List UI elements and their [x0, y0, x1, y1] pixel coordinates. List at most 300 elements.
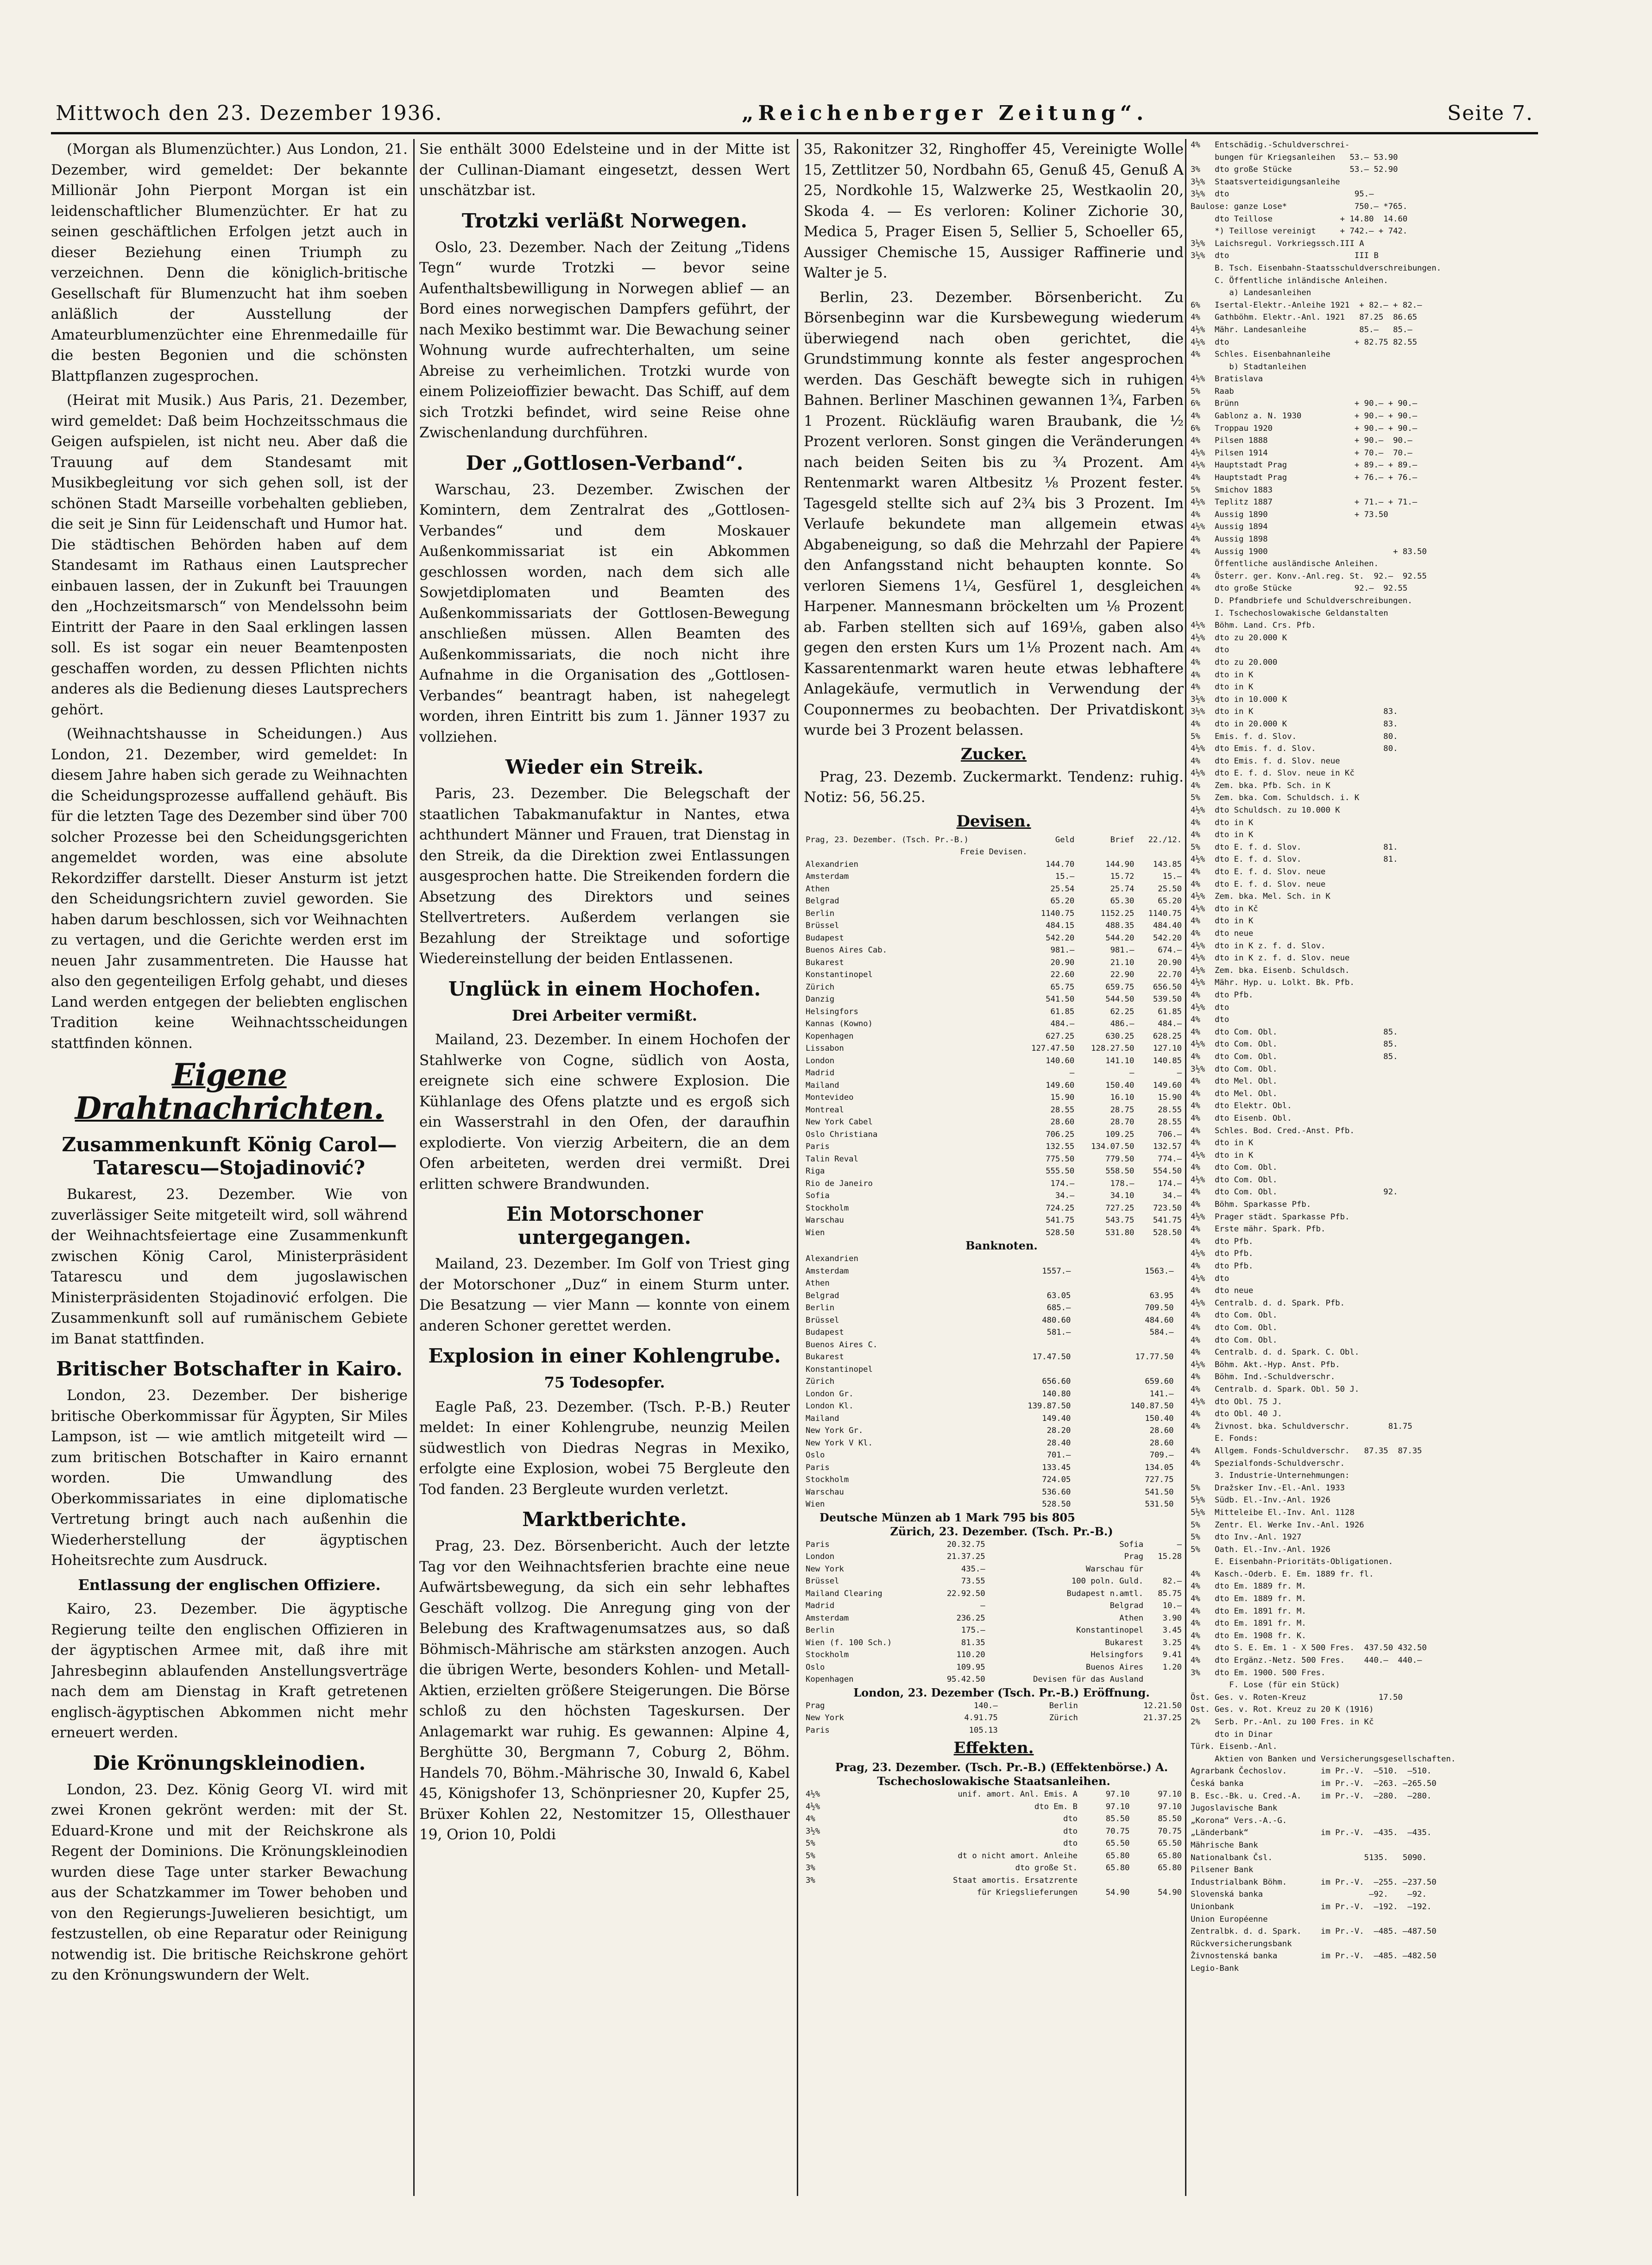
kurszettel-line: 4% dto S. E. Em. 1 - X 500 Fres. 437.50 432.50: [1191, 1643, 1427, 1653]
zuerich-cell: Prag: [1124, 1552, 1144, 1561]
banknoten-row: [804, 1314, 1184, 1327]
article-offiziere: Kairo, 23. Dezember. Die ägyptische Regierung teilte den englischen Offizieren in der ägyptischen Armee mit, daß ihre mit Jahresbeginn ablaufenden Anstellungsverträge nach dem am Dienstag in Kraft getretenen englisch-ägyptischen Abkommen nicht mehr erneuert werden.: [51, 1601, 408, 1741]
zuerich-cell: New York: [806, 1564, 844, 1574]
kurszettel-line: Mährische Bank: [1191, 1840, 1408, 1850]
devisen-cell: 34.—: [1055, 1191, 1075, 1200]
effekten-cell: 5%: [806, 1851, 815, 1861]
devisen-cell: 15.72: [1110, 872, 1135, 881]
kurszettel-line: 3½% dto in K 83.: [1191, 707, 1398, 717]
zuerich-row: [804, 1661, 1184, 1674]
devisen-row: [804, 957, 1184, 969]
kurszettel-line: 2% Serb. Pr.-Anl. zu 100 Fres. in Kč: [1191, 1717, 1408, 1727]
banknoten-row: [804, 1437, 1184, 1450]
kurszettel-line: Jugoslavische Bank: [1191, 1804, 1403, 1813]
london-head: London, 23. Dezember (Tsch. Pr.-B.) Eröffnung.: [853, 1685, 1150, 1699]
kurszettel-line: 5% Zentr. El. Werke Inv.-Anl. 1926: [1191, 1520, 1408, 1530]
column-3: [804, 139, 1184, 2205]
banknoten-table: [804, 1253, 1184, 1511]
banknoten-cell: Alexandrien: [806, 1254, 858, 1263]
devisen-cell: Budapest: [806, 933, 844, 943]
banknoten-cell: 480.60: [1042, 1315, 1071, 1325]
kurszettel-line: 4% dto Mel. Obl.: [1191, 1089, 1398, 1098]
devisen-row: [804, 1165, 1184, 1178]
devisen-cell: 20.90: [1050, 958, 1075, 967]
banknoten-cell: [1175, 1339, 1184, 1351]
kurszettel-line: 4% dto Com. Obl. 85.: [1191, 1052, 1398, 1061]
kurszettel-line: 4% dto neue: [1191, 929, 1398, 938]
devisen-cell: Paris: [806, 1142, 830, 1151]
zuerich-row: [804, 1588, 1184, 1600]
zuerich-cell: 10.—: [1162, 1601, 1182, 1610]
devisen-cell: Brüssel: [806, 921, 839, 930]
headline-devisen: Devisen.: [956, 812, 1031, 831]
devisen-cell: 724.25: [1046, 1203, 1075, 1213]
kurszettel-line: 5% Smichov 1883: [1191, 485, 1398, 495]
effekten-cell: dto: [1063, 1839, 1078, 1848]
kurszettel-line: 4% dto in K: [1191, 818, 1398, 827]
kurszettel-line: 4½% Böhm. Land. Crs. Pfb.: [1191, 621, 1403, 631]
kurszettel-line: 3% dto große Stücke 53.— 52.90: [1191, 165, 1398, 175]
kurszettel-line: 4% Entschädig.-Schuldverschrei-: [1191, 140, 1379, 150]
kurszettel-line: 4% dto Emis. f. d. Slov. neue: [1191, 756, 1403, 766]
banknoten-cell: 536.60: [1042, 1487, 1071, 1497]
devisen-cell: 656.50: [1153, 982, 1182, 992]
devisen-row: [804, 1129, 1184, 1141]
kurszettel-line: 4½% Prager städt. Sparkasse Pfb.: [1191, 1212, 1403, 1222]
devisen-cell: 132.57: [1153, 1142, 1182, 1151]
devisen-cell: Rio de Janeiro: [806, 1179, 873, 1188]
banknoten-cell: 531.50: [1145, 1500, 1174, 1509]
devisen-cell: 16.10: [1110, 1093, 1135, 1102]
zuerich-row: [804, 1649, 1184, 1661]
devisen-cell: 723.50: [1153, 1203, 1182, 1213]
banknoten-cell: [1175, 1363, 1184, 1376]
devisen-row: [804, 920, 1184, 932]
kurszettel-line: 4% dto in K: [1191, 682, 1398, 692]
kurszettel-line: 4% Böhm. Ind.-Schuldverschr.: [1191, 1372, 1403, 1382]
article-morgan: (Morgan als Blumenzüchter.) Aus London, 21. Dezember, wird gemeldet: Der bekannte Millionär John Pierpont Morgan ist ein leidenschaftlicher Blumenzüchter. Er hat zu seinen geschäftlichen Erfolgen jetzt auch in dieser Beziehung einen Triumph zu verzeichnen. Denn die königlich-britische Gesellschaft für Blumenzucht hat ihm soeben anläßlich der Ausstellung der Amateurblumenzüchter eine Ehrenmedaille für die besten Begonien und die schönsten Blattpflanzen zugesprochen.: [51, 141, 408, 385]
article-gottlosen-verband: Warschau, 23. Dezember. Zwischen der Komintern, dem Zentralrat des „Gottlosen-Verbandes“ und dem Moskauer Außenkommissariat ist ein Abkommen geschlossen worden, nach dem sich alle Sowjetdiplomaten und Beamten des Außenkommissariats der Gottlosen-Bewegung anschließen müssen. Allen Beamten des Außenkommissariats, die noch nicht ihre Aufnahme in die Organisation des „Gottlosen-Verbandes“ beantragt haben, ist nahegelegt worden, ihren Eintritt bis zum 1. Jänner 1937 zu vollziehen.: [419, 481, 790, 745]
devisen-row: [804, 895, 1184, 908]
article-boersenbericht-berlin: Berlin, 23. Dezember. Börsenbericht. Zu Börsenbeginn war die Kursbewegung wiederum überwiegend nach oben gerichtet, die Grundstimmung konnte als fester angesprochen werden. Das Geschäft bewegte sich in ruhigen Bahnen. Berliner Maschinen gewannen 1¾, Farben 1 Prozent. Rückläufig waren Braubank, die ½ Prozent verloren. Sonst gingen die Veränderungen nach beiden Seiten bis zu ¾ Prozent. Am Rentenmarkt waren Altbesitz ⅛ Prozent fester. Tagesgeld stellte sich auf 2¾ bis 3 Prozent. Im Verlaufe bekundete man allgemein etwas Abgabeneigung, so daß die Mehrzahl der Papiere den Anfangsstand nicht behaupten konnte. So verloren Siemens 1¼, Gesfürel 1, desgleichen Harpener. Mannesmann bröckelten um ⅛ Prozent ab. Farben stellten sich auf 169⅛, gaben also gegen den ersten Kurs um 1⅛ Prozent nach. Am Kassarentenmarkt waren heute etwas lebhaftere Anlagekäufe, vermutlich in Verwendung der Couponnermes zu beobachten. Der Privatdiskont wurde bei 3 Prozent belassen.: [804, 289, 1184, 738]
devisen-cell: 554.50: [1153, 1167, 1182, 1176]
devisen-table: [804, 834, 1184, 1239]
devisen-cell: 22.60: [1050, 970, 1075, 979]
london-row: [804, 1724, 1184, 1737]
banknoten-cell: Belgrad: [806, 1291, 839, 1300]
zuerich-cell: 85.75: [1158, 1589, 1182, 1598]
banknoten-cell: [1072, 1339, 1175, 1351]
effekten-cell: 65.80: [1105, 1863, 1130, 1873]
devisen-cell: Montevideo: [806, 1093, 854, 1102]
devisen-cell: 15.90: [1050, 1093, 1075, 1102]
devisen-cell: Montreal: [806, 1105, 844, 1115]
london-row: [804, 1700, 1184, 1712]
kurszettel-line: 4½% Teplitz 1887 + 71.— + 71.—: [1191, 498, 1417, 507]
banknoten-cell: 28.20: [1047, 1426, 1071, 1435]
muenzen-line: Deutsche Münzen ab 1 Mark 795 bis 805: [820, 1510, 1075, 1524]
kurszettel-line: E. Eisenbahn-Prioritäts-Obligationen.: [1191, 1557, 1393, 1567]
banknoten-cell: [1175, 1425, 1184, 1437]
effekten-cell: 97.10: [1105, 1802, 1130, 1811]
kurszettel-line: 6% Isertal-Elektr.-Anleihe 1921 + 82.— + 82.—: [1191, 300, 1422, 310]
zuerich-cell: Amsterdam: [806, 1613, 849, 1623]
effekten-cell: Staat amortis. Ersatzrente: [952, 1875, 1078, 1885]
banknoten-cell: 709.50: [1145, 1303, 1174, 1312]
kurszettel-line: 3½% Laichsregul. Vorkriegssch.III A: [1191, 239, 1384, 248]
devisen-cell: 61.85: [1050, 1007, 1075, 1016]
effekten-cell: 70.75: [1105, 1826, 1130, 1836]
banknoten-cell: 63.95: [1149, 1291, 1174, 1300]
kurszettel-line: dto Teillose + 14.80 14.60: [1191, 214, 1408, 224]
column-divider: [1185, 139, 1186, 2196]
banknoten-cell: [970, 1339, 1072, 1351]
kurszettel-line: 3½% dto III B: [1191, 251, 1384, 261]
devisen-cell: London: [806, 1056, 835, 1066]
devisen-cell: Kopenhagen: [806, 1031, 854, 1041]
kurszettel-line: Slovenská banka —92. —92.: [1191, 1890, 1427, 1899]
devisen-head-geld: Geld: [1055, 835, 1075, 845]
banknoten-cell: 140.80: [1042, 1389, 1071, 1399]
effekten-cell: 85.50: [1158, 1814, 1182, 1823]
devisen-row: [804, 858, 1184, 871]
devisen-cell: 541.50: [1046, 995, 1075, 1004]
kurszettel-line: Zentralbk. d. d. Spark. im Pr.-V. —485. —487.50: [1191, 1927, 1437, 1937]
banknoten-cell: [1175, 1265, 1184, 1278]
column-2: [419, 139, 790, 2205]
kurszettel-line: 3½% dto in 10.000 K: [1191, 694, 1403, 704]
zuerich-cell: Warschau für: [1085, 1564, 1144, 1574]
devisen-row: [804, 1202, 1184, 1215]
kurszettel-line: 4½% Hauptstadt Prag + 89.— + 89.—: [1191, 461, 1417, 470]
kurszettel-line: 4% dto Em. 1891 fr. M.: [1191, 1606, 1408, 1616]
devisen-cell: Mailand: [806, 1080, 839, 1090]
kurszettel-line: 5½% Mitteleibe El.-Inv. Anl. 1128: [1191, 1508, 1408, 1517]
kurszettel-line: 4½% dto Obl. 75 J.: [1191, 1397, 1403, 1407]
kurszettel-line: 3½% dto Com. Obl.: [1191, 1064, 1398, 1074]
banknoten-cell: 28.60: [1149, 1438, 1174, 1448]
kurszettel-line: Union Européenne: [1191, 1914, 1403, 1924]
kurszettel-line: 4½% Mähr. Landesanleihe 85.— 85.—: [1191, 325, 1412, 334]
banknoten-cell: Warschau: [806, 1487, 844, 1497]
zuerich-cell: Madrid: [806, 1601, 835, 1610]
devisen-cell: 779.50: [1105, 1154, 1135, 1164]
effekten-cell: 54.90: [1105, 1888, 1130, 1897]
effekten-row: [804, 1850, 1184, 1862]
devisen-cell: 528.50: [1153, 1228, 1182, 1237]
kurszettel-line: 4% dto in 20.000 K 83.: [1191, 719, 1398, 729]
devisen-cell: 25.54: [1050, 884, 1075, 894]
devisen-cell: 542.20: [1046, 933, 1075, 943]
devisen-cell: 22.70: [1158, 970, 1182, 979]
kurszettel-line: 5% dto E. f. d. Slov. 81.: [1191, 842, 1398, 852]
effekten-row: [804, 1813, 1184, 1825]
kurszettel-line: 4% Aussig 1898: [1191, 535, 1398, 544]
banknoten-cell: [1175, 1351, 1184, 1363]
zuerich-cell: —: [980, 1601, 985, 1610]
article-boersenbericht-continued: 35, Rakonitzer 32, Ringhoffer 45, Vereinigte Wolle 15, Zettlitzer 50, Nordbahn 65, Genuß 45, Genuß A 25, Nordkohle 15, Walzwerke 25, Westkaolin 20, Skoda 4. — Es verloren: Koliner Zichorie 30, Medica 5, Prager Eisen 5, Sellier 5, Schoeller 65, Aussiger Chemische 15, Aussiger Raffinerie und Walter je 5.: [804, 141, 1184, 281]
devisen-cell: 541.75: [1153, 1216, 1182, 1225]
devisen-cell: 659.75: [1105, 982, 1135, 992]
banknoten-cell: Konstantinopel: [806, 1364, 873, 1374]
banknoten-cell: [1072, 1277, 1175, 1290]
devisen-cell: 531.80: [1105, 1228, 1135, 1237]
devisen-cell: Stockholm: [806, 1203, 849, 1213]
kurszettel-line: Rückversicherungsbank: [1191, 1939, 1408, 1949]
devisen-cell: —: [1069, 1068, 1075, 1078]
kurszettel-line: 4% dto Com. Obl.: [1191, 1323, 1398, 1332]
devisen-row: [804, 981, 1184, 994]
article-kroenung-continued: Sie enthält 3000 Edelsteine und in der Mitte ist der Cullinan-Diamant eingesetzt, dessen Wert unschätzbar ist.: [419, 141, 790, 199]
zuerich-cell: 82.—: [1162, 1577, 1182, 1586]
zuerich-cell: Mailand Clearing: [806, 1589, 883, 1598]
kurszettel-line: 4% Allgem. Fonds-Schuldverschr. 87.35 87.35: [1191, 1446, 1422, 1456]
effekten-cell: für Kriegslieferungen: [977, 1888, 1078, 1897]
banknoten-cell: [1175, 1290, 1184, 1302]
kurszettel-line: 4½% Bratislava: [1191, 374, 1388, 384]
banknoten-row: [804, 1474, 1184, 1486]
kurszettel-line: 4½% dto + 82.75 82.55: [1191, 337, 1417, 347]
article-boersenbericht-prag: Prag, 23. Dez. Börsenbericht. Auch der letzte Tag vor den Weihnachtsferien brachte eine neue Aufwärtsbewegung, da sich ein sehr lebhaftes Geschäft vollzog. Die Anregung ging von der Belebung des Kraftwagenumsatzes aus, so daß Böhmisch-Mährische am stärksten anzogen. Auch die übrigen Werte, besonders Kohlen- und Metall-Aktien, erzielten größere Steigerungen. Die Börse schloß zu den höchsten Tageskursen. Der Anlagemarkt war ruhig. Es gewannen: Alpine 4, Berghütte 30, Bergmann 7, Coburg 2, Böhm. Handels 70, Böhm.-Mährische 30, Inwald 6, Kabel 45, Königshofer 13, Schönpriesner 20, Kupfer 25, Brüxer Kohlen 22, Nestomitzer 15, Ollesthauer 19, Orion 10, Poldi: [419, 1538, 790, 1843]
article-heirat-mit-musik: (Heirat mit Musik.) Aus Paris, 21. Dezember, wird gemeldet: Daß beim Hochzeitsschmaus die Geigen aufspielen, ist nicht neu. Aber daß die Trauung auf dem Standesamt mit Musikbegleitung vor sich gehen soll, ist der schönen Stadt Marseille vorbehalten geblieben, die seit je Sinn für Leidenschaft und Humor hat. Die städtischen Behörden haben auf dem Standesamt im Rathaus einen Lautsprecher einbauen lassen, der in Zukunft bei Trauungen den „Hochzeitsmarsch“ von Mendelssohn beim Eintritt der Paare in den Saal erklingen lassen soll. Es ist sogar ein neuer Beamtenposten geschaffen worden, zu dessen Pflichten nichts anderes als die Bedienung dieses Lautsprechers gehört.: [51, 392, 408, 718]
london-cell: 21.37.25: [1143, 1713, 1182, 1722]
banknoten-cell: Paris: [806, 1463, 830, 1472]
banknoten-cell: 581.—: [1047, 1328, 1071, 1337]
zuerich-row: [804, 1575, 1184, 1588]
banknoten-cell: [1175, 1314, 1184, 1327]
kurszettel-line: Aktien von Banken und Versicherungsgesellschaften.: [1191, 1754, 1456, 1764]
devisen-row: [804, 871, 1184, 883]
kurszettel-line: 4% Hauptstadt Prag + 76.— + 76.—: [1191, 473, 1417, 483]
banknoten-cell: 659.60: [1145, 1377, 1174, 1386]
devisen-cell: 149.60: [1046, 1080, 1075, 1090]
kurszettel-line: 4% Centralb. d. d. Spark. C. Obl.: [1191, 1348, 1403, 1357]
article-motorschoner: Mailand, 23. Dezember. Im Golf von Triest ging der Motorschoner „Duz“ in einem Sturm unter. Die Besatzung — vier Mann — konnte von einem anderen Schoner gerettet werden.: [419, 1256, 790, 1334]
kurszettel-line: 4% dto Com. Obl.: [1191, 1311, 1398, 1320]
kurszettel-line: a) Landesanleihen: [1191, 288, 1312, 298]
zuerich-cell: London: [806, 1552, 835, 1561]
banknoten-cell: New York V Kl.: [806, 1438, 873, 1448]
kurszettel-line: Nationalbank Čsl. 5135. 5090.: [1191, 1853, 1427, 1862]
kurszettel-line: Legio-Bank: [1191, 1963, 1408, 1973]
devisen-cell: 144.90: [1105, 859, 1135, 869]
banknoten-cell: 685.—: [1047, 1303, 1071, 1312]
header-rule: [51, 132, 1538, 134]
devisen-row: [804, 1227, 1184, 1239]
london-cell: [1080, 1724, 1184, 1737]
banknoten-cell: [1175, 1462, 1184, 1474]
article-botschafter-kairo: London, 23. Dezember. Der bisherige britische Oberkommissar für Ägypten, Sir Miles Lampson, ist — wie amtlich mitgeteilt wird — zum britischen Botschafter in Kairo ernannt worden. Die Umwandlung des Oberkommissariates in eine diplomatische Vertretung bringt auch nach außenhin die Wiederherstellung der ägyptischen Hoheitsrechte zum Ausdruck.: [51, 1387, 408, 1569]
devisen-cell: 178.—: [1110, 1179, 1135, 1188]
zuerich-cell: Buenos Aires: [1085, 1662, 1144, 1672]
devisen-cell: 150.40: [1105, 1080, 1135, 1090]
banknoten-cell: [1175, 1437, 1184, 1450]
kurszettel-line: 4% Pilsen 1888 + 90.— 90.—: [1191, 436, 1412, 446]
kurszettel-line: 4% Centralb. d. Spark. Obl. 50 J.: [1191, 1384, 1403, 1394]
devisen-row: [804, 883, 1184, 896]
devisen-cell: 65.20: [1050, 896, 1075, 906]
kurszettel-line: 4% Aussig 1900 + 83.50: [1191, 547, 1427, 556]
kurszettel-line: 4% dto Em. 1889 fr. M.: [1191, 1582, 1408, 1591]
headline-botschafter-kairo: Britischer Botschafter in Kairo.: [56, 1357, 403, 1380]
banknoten-cell: Brüssel: [806, 1315, 839, 1325]
devisen-cell: Warschau: [806, 1216, 844, 1225]
kurszettel-line: 4½% Centralb. d. d. Spark. Pfb.: [1191, 1298, 1403, 1308]
banknoten-cell: 139.87.50: [1028, 1401, 1071, 1411]
devisen-cell: 25.50: [1158, 884, 1182, 894]
zuerich-row: [804, 1539, 1184, 1551]
banknoten-row: [804, 1265, 1184, 1278]
banknoten-row: [804, 1375, 1184, 1388]
kurszettel-line: 4% dto in K: [1191, 1138, 1398, 1148]
devisen-cell: 775.50: [1046, 1154, 1075, 1164]
zuerich-cell: 9.41: [1162, 1650, 1182, 1659]
zuerich-cell: Helsingfors: [1091, 1650, 1144, 1659]
devisen-cell: 484.15: [1046, 921, 1075, 930]
kurszettel-line: 5½% Südb. El.-Inv.-Anl. 1926: [1191, 1495, 1403, 1505]
header-page-number: Seite 7.: [1447, 101, 1533, 125]
kurszettel-line: 4% Kasch.-Oderb. E. Em. 1889 fr. fl.: [1191, 1569, 1408, 1579]
devisen-cell: Belgrad: [806, 896, 839, 906]
header-date: Mittwoch den 23. Dezember 1936.: [56, 101, 443, 125]
banknoten-cell: 17.77.50: [1135, 1352, 1174, 1362]
devisen-cell: 774.—: [1158, 1154, 1182, 1164]
devisen-row: [804, 969, 1184, 981]
effekten-cell: 54.90: [1158, 1888, 1182, 1897]
banknoten-cell: Athen: [806, 1279, 830, 1288]
banknoten-row: [804, 1462, 1184, 1474]
effekten-cell: [1079, 1874, 1131, 1887]
kurszettel-line: 4% Österr. ger. Konv.-Anl.reg. St. 92.— 92.55: [1191, 571, 1427, 581]
banknoten-cell: [1175, 1375, 1184, 1388]
effekten-cell: dto: [1063, 1826, 1078, 1836]
effekten-row: [804, 1825, 1184, 1838]
kurszettel-line: 4% Böhm. Sparkasse Pfb.: [1191, 1200, 1403, 1210]
kurszettel-line: Česká banka im Pr.-V. —263. —265.50: [1191, 1779, 1437, 1788]
devisen-cell: 128.27.50: [1091, 1044, 1135, 1053]
banknoten-cell: 133.45: [1042, 1463, 1071, 1472]
effekten-cell: 4½%: [806, 1802, 820, 1811]
banknoten-cell: 724.05: [1042, 1475, 1071, 1484]
kurszettel-line: 4% dto Elektr. Obl.: [1191, 1101, 1398, 1111]
effekten-cell: 4½%: [806, 1790, 820, 1799]
devisen-head-brief: Brief: [1110, 835, 1135, 845]
devisen-cell: 484.—: [1050, 1019, 1075, 1028]
banknoten-row: [804, 1388, 1184, 1401]
effekten-cell: 5%: [806, 1839, 815, 1848]
london-cell: 140.—: [974, 1701, 998, 1710]
devisen-cell: 1140.75: [1040, 909, 1075, 918]
devisen-row: [804, 1178, 1184, 1190]
devisen-cell: 630.25: [1105, 1031, 1135, 1041]
devisen-cell: 61.85: [1158, 1007, 1182, 1016]
banknoten-row: [804, 1400, 1184, 1413]
effekten-cell: 3½%: [806, 1826, 820, 1836]
devisen-row: [804, 1042, 1184, 1055]
zuerich-cell: 81.35: [961, 1638, 985, 1647]
effekten-cell: 65.50: [1105, 1839, 1130, 1848]
devisen-cell: Sofia: [806, 1191, 830, 1200]
banknoten-row: [804, 1486, 1184, 1499]
banknoten-row: [804, 1302, 1184, 1314]
kurszettel-line: 5% Emis. f. d. Slov. 80.: [1191, 732, 1398, 741]
kurszettel-line: 6% Brünn + 90.— + 90.—: [1191, 399, 1417, 409]
zuerich-cell: Kopenhagen: [806, 1675, 854, 1684]
banknoten-cell: [1175, 1449, 1184, 1462]
kurszettel-line: 4% Spezialfonds-Schuldverschr.: [1191, 1458, 1408, 1468]
headline-streik: Wieder ein Streik.: [505, 756, 704, 778]
devisen-cell: 15.—: [1055, 872, 1075, 881]
zuerich-cell: 22.92.50: [946, 1589, 985, 1598]
devisen-cell: 28.70: [1110, 1117, 1135, 1127]
kurszettel-line: 4% Schles. Eisenbahnanleihe: [1191, 350, 1398, 360]
banknoten-row: [804, 1413, 1184, 1425]
devisen-row: [804, 1018, 1184, 1030]
kurszettel-line: 4% dto Em. 1891 fr. M.: [1191, 1619, 1408, 1628]
devisen-head-frei: Freie Devisen.: [960, 847, 1028, 857]
london-cell: Berlin: [1049, 1701, 1078, 1710]
kurszettel-line: 4½% dto E. f. d. Slov. neue in Kč: [1191, 769, 1403, 778]
effekten-row: [804, 1862, 1184, 1874]
london-cell: Paris: [806, 1725, 830, 1735]
zuerich-cell: Wien (f. 100 Sch.): [806, 1638, 892, 1647]
zuerich-cell: 3.45: [1162, 1626, 1182, 1635]
devisen-cell: New York Cabel: [806, 1117, 873, 1127]
effekten-row: [804, 1874, 1184, 1887]
kurszettel-line: bungen für Kriegsanleihen 53.— 53.90: [1191, 152, 1398, 162]
devisen-head-prev: 22./12.: [1148, 835, 1182, 845]
london-cell: 4.91.75: [964, 1713, 998, 1722]
zuerich-cell: Stockholm: [806, 1650, 849, 1659]
devisen-cell: 174.—: [1158, 1179, 1182, 1188]
article-trotzki: Oslo, 23. Dezember. Nach der Zeitung „Tidens Tegn“ wurde Trotzki — bevor seine Aufenthaltsbewilligung in Norwegen ablief — an Bord eines norwegischen Dampfers geführt, der nach Mexiko bestimmt war. Die Bewachung seiner Wohnung wurde aufrechterhalten, um seine Abreise zu verheimlichen. Trotzki wurde von einem Polizeioffizier bewacht. Das Schiff, auf dem sich Trotzki befindet, wird seine Reise ohne Zwischenlandung durchführen.: [419, 239, 790, 441]
banknoten-row: [804, 1498, 1184, 1511]
devisen-cell: 21.10: [1110, 958, 1135, 967]
kurszettel-line: „Länderbank“ im Pr.-V. —435. —435.: [1191, 1828, 1432, 1838]
kurszettel-line: 4½% dto: [1191, 1274, 1398, 1283]
kurszettel-line: 6% Troppau 1920 + 90.— + 90.—: [1191, 423, 1417, 433]
devisen-cell: Danzig: [806, 995, 835, 1004]
banknoten-cell: Mailand: [806, 1413, 839, 1423]
kurszettel-line: 4% dto Pfb.: [1191, 1237, 1398, 1246]
devisen-cell: 65.75: [1050, 982, 1075, 992]
devisen-cell: 706.—: [1158, 1129, 1182, 1139]
devisen-cell: 140.60: [1046, 1056, 1075, 1066]
devisen-cell: —: [1129, 1068, 1135, 1078]
effekten-cell: 4%: [806, 1814, 815, 1823]
devisen-cell: Riga: [806, 1167, 825, 1176]
devisen-cell: 544.20: [1105, 933, 1135, 943]
devisen-cell: 484.40: [1153, 921, 1182, 930]
devisen-cell: Helsingfors: [806, 1007, 858, 1016]
kurszettel-line: 4½% Böhm. Akt.-Hyp. Anst. Pfb.: [1191, 1360, 1403, 1369]
subheadline-kohlengrube: 75 Todesopfer.: [544, 1374, 665, 1391]
banknoten-cell: 140.87.50: [1130, 1401, 1174, 1411]
banknoten-row: [804, 1290, 1184, 1302]
kurszettel-line: 4% dto Com. Obl. 85.: [1191, 1027, 1398, 1037]
banknoten-cell: [970, 1363, 1072, 1376]
banknoten-row: [804, 1277, 1184, 1290]
devisen-cell: 627.25: [1046, 1031, 1075, 1041]
devisen-row: [804, 1153, 1184, 1166]
devisen-cell: Konstantinopel: [806, 970, 873, 979]
banknoten-cell: [1175, 1486, 1184, 1499]
devisen-row: [804, 1006, 1184, 1018]
zuerich-cell: 110.20: [956, 1650, 985, 1659]
zuerich-cell: [1145, 1673, 1184, 1686]
kurszettel-line: 4% dto: [1191, 645, 1398, 655]
kurszettel-line: 4½% Zem. bka. Mel. Sch. in K: [1191, 892, 1398, 902]
